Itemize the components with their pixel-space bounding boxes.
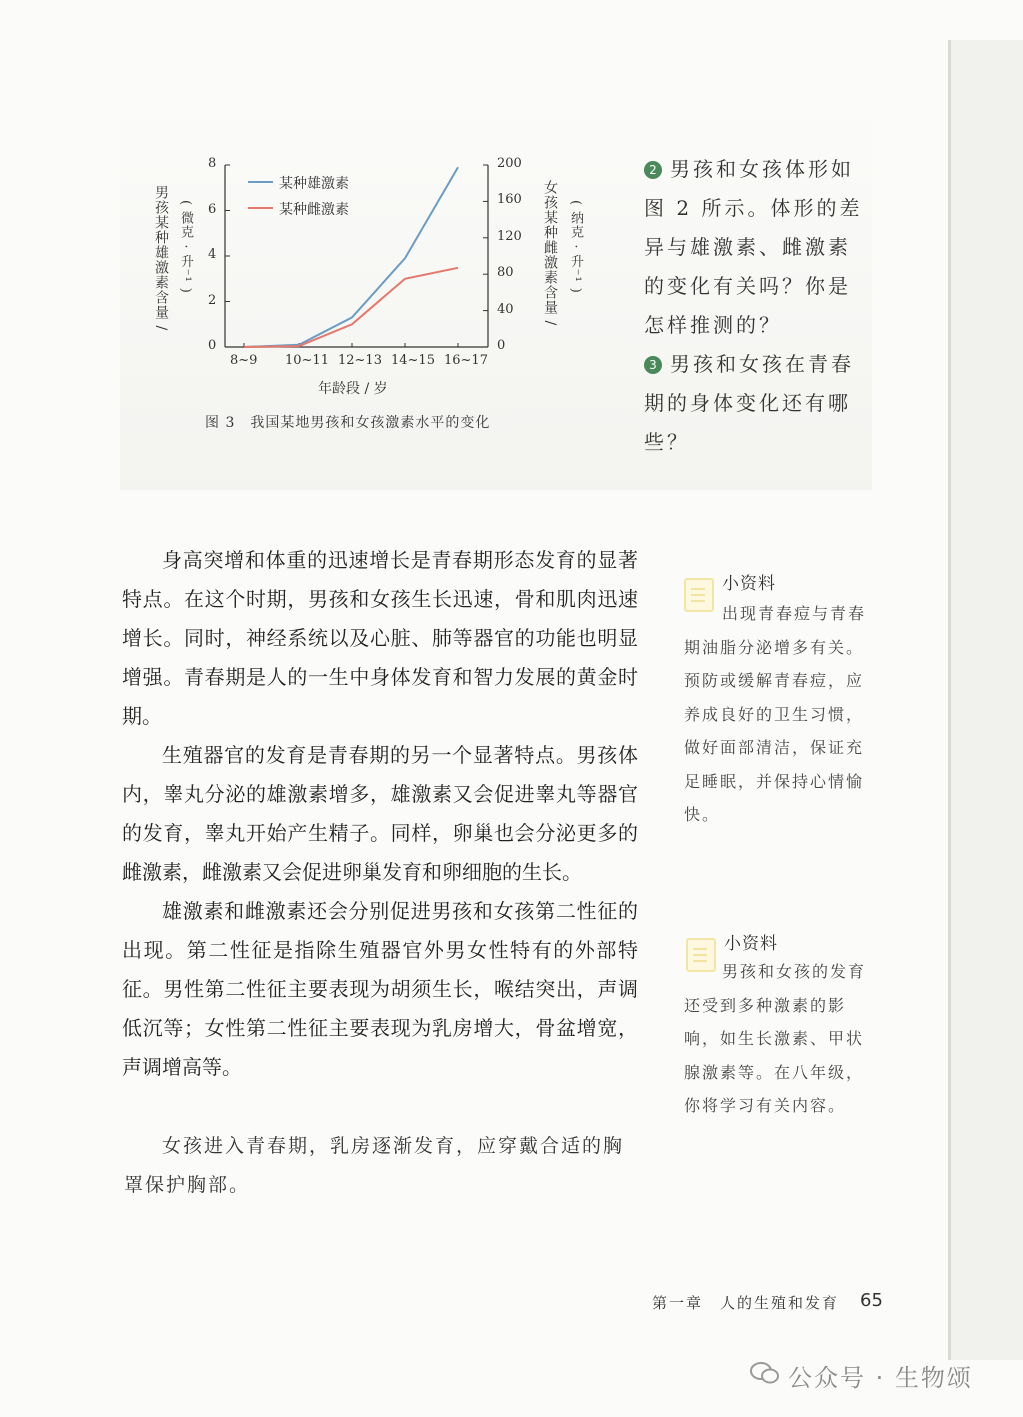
left-tick-label: 0	[208, 338, 217, 353]
x-tick-label: 8~9	[230, 353, 258, 368]
paragraph: 生殖器官的发育是青春期的另一个显著特点。男孩体内，睾丸分泌的雄激素增多，雄激素又会促进睾丸等器官的发育，睾丸开始产生精子。同样，卵巢也会分泌更多的雌激素，雌激素又会促进卵巢发育和卵细胞的生长。	[122, 743, 638, 884]
sidebar-title: 小资料	[722, 574, 776, 594]
question-number-icon: 2	[644, 161, 662, 179]
right-tick-label: 80	[497, 265, 514, 281]
x-tick-label: 14~15	[391, 353, 435, 368]
question-number-icon: 3	[644, 356, 662, 374]
right-axis-label: 女孩某种雌激素含量 /	[542, 180, 558, 327]
series-line-estrogen	[244, 268, 458, 347]
paragraph: 身高突增和体重的迅速增长是青春期形态发育的显著特点。在这个时期，男孩和女孩生长迅速，骨和肌肉迅速增长。同时，神经系统以及心脏、肺等器官的功能也明显增强。青春期是人的一生中身体发育和智力发展的黄金时期。	[122, 548, 638, 728]
question-3: 3 男孩和女孩在青春期的身体变化还有哪些？	[644, 352, 854, 454]
left-axis-unit: ( 微克 · 升⁻¹ )	[178, 200, 193, 294]
sidebar-title: 小资料	[724, 934, 778, 954]
x-axis-label: 年龄段 / 岁	[318, 381, 388, 397]
chapter-footer: 第一章 人的生殖和发育	[652, 1294, 840, 1312]
sidebar-text: 出现青春痘与青春期油脂分泌增多有关。预防或缓解青春痘，应养成良好的卫生习惯，做好面部清洁，保证充足睡眠，并保持心情愉快。	[684, 604, 867, 824]
question-2: 2 男孩和女孩体形如图 2 所示。体形的差异与雄激素、雌激素的变化有关吗？你是怎样推测的？	[644, 157, 863, 337]
legend-label-estrogen: 某种雌激素	[279, 202, 349, 218]
x-tick-label: 16~17	[444, 353, 488, 368]
x-tick-label: 12~13	[338, 353, 382, 368]
left-tick-label: 6	[208, 201, 217, 217]
sidebar-text: 男孩和女孩的发育还受到多种激素的影响，如生长激素、甲状腺激素等。在八年级，你将学习有关内容。	[684, 962, 867, 1115]
figure-caption: 图 3 我国某地男孩和女孩激素水平的变化	[205, 415, 491, 431]
wechat-icon	[750, 1361, 780, 1385]
right-axis-unit: ( 纳克 · 升⁻¹ )	[568, 200, 583, 294]
paragraph: 雄激素和雌激素还会分别促进男孩和女孩第二性征的出现。第二性征是指除生殖器官外男女性特有的外部特征。男性第二性征主要表现为胡须生长，喉结突出，声调低沉等；女性第二性征主要表现为乳房增大，骨盆增宽，声调增高等。	[122, 899, 638, 1079]
series-line-androgen	[244, 167, 458, 347]
right-tick-label: 160	[497, 192, 522, 208]
right-tick-label: 120	[497, 228, 522, 244]
legend-label-androgen: 某种雄激素	[279, 176, 349, 192]
left-axis-label: 男孩某种雄激素含量 /	[153, 185, 169, 332]
note-paragraph: 女孩进入青春期，乳房逐渐发育，应穿戴合适的胸罩保护胸部。	[124, 1135, 625, 1196]
left-tick-label: 2	[208, 292, 217, 308]
page-number: 65	[860, 1290, 883, 1311]
right-tick-label: 200	[497, 156, 522, 171]
right-tick-label: 0	[497, 338, 506, 353]
x-tick-label: 10~11	[285, 353, 329, 368]
watermark-text: 公众号 · 生物颂	[788, 1364, 973, 1392]
right-tick-label: 40	[497, 301, 514, 317]
question-block	[644, 150, 864, 462]
left-tick-label: 8	[208, 156, 217, 171]
left-tick-label: 4	[208, 247, 217, 262]
main-body-text	[122, 541, 638, 1087]
